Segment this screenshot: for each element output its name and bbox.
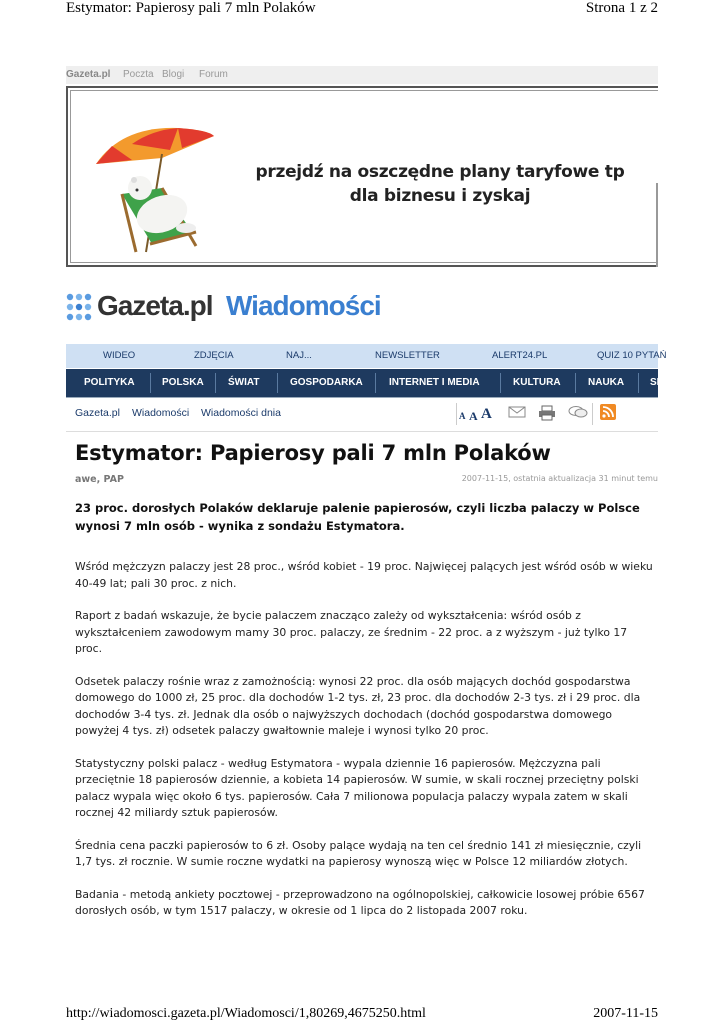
nav-polityka[interactable]: POLITYKA (84, 377, 135, 388)
nav-sport[interactable]: SPORT (650, 377, 685, 388)
font-size-medium-button[interactable]: A (469, 409, 478, 423)
top-brand-link[interactable]: Gazeta.pl (66, 69, 111, 80)
rss-icon[interactable] (600, 404, 616, 420)
nav-kultura[interactable]: KULTURA (513, 377, 561, 388)
nav-wideo[interactable]: WIDEO (103, 350, 136, 361)
nav-newsletter[interactable]: NEWSLETTER (375, 350, 440, 361)
article-lead: 23 proc. dorosłych Polaków deklaruje palenie papierosów, czyli liczba palaczy w Polsce wynosi 7 mln osób - wynika z sondażu Estymatora. (75, 501, 640, 533)
nav-quiz[interactable]: QUIZ 10 PYTAŃ (597, 350, 667, 361)
nav-separator (277, 373, 278, 393)
nav-zdjecia[interactable]: ZDJĘCIA (194, 350, 234, 361)
deckchair-umbrella-bear-illustration (92, 124, 218, 256)
email-icon[interactable] (508, 405, 526, 419)
nav-separator (375, 373, 376, 393)
article-updated: 2007-11-15, ostatnia aktualizacja 31 minut temu (461, 474, 658, 483)
nav-alert24[interactable]: ALERT24.PL (492, 350, 548, 361)
ad-line-2: dla biznesu i zyskaj (349, 186, 531, 206)
breadcrumb-gazeta[interactable]: Gazeta.pl (75, 407, 120, 419)
article-paragraph: Statystyczny polski palacz - według Estymatora - wypala dziennie 16 papierosów. Mężczyzna pali przeciętnie 18 papierosów dziennie, a kobieta 14 papierosów. W sumie, w skali rocznej przeciętny polski palacz wypala więc około 6 tys. papierosów. Cała 7 milionowa populacja palaczy wypala zatem w skali rocznej 42 miliardy sztuk papierosów. (75, 756, 639, 819)
nav-swiat[interactable]: ŚWIAT (228, 377, 260, 388)
print-header-title: Estymator: Papierosy pali 7 mln Polaków (66, 0, 316, 16)
comments-icon[interactable] (568, 405, 588, 419)
nav-separator (215, 373, 216, 393)
logo-gazeta-text: Gazeta.pl (97, 290, 213, 321)
breadcrumb (66, 399, 658, 432)
ad-banner[interactable] (66, 86, 658, 267)
nav-gospodarka[interactable]: GOSPODARKA (290, 377, 363, 388)
secondary-nav (66, 344, 667, 368)
nav-separator (500, 373, 501, 393)
article-paragraph: Odsetek palaczy rośnie wraz z zamożnością: wynosi 22 proc. dla osób mających dochód gospodarstwa domowego do 1000 zł, 25 proc. dla dochodów 1-2 tys. zł, 23 proc. dla dochodów 2-3 tys. zł i 29 proc. dla dochodów 3-4 tys. zł. Jednak dla osób o najwyższych dochodach (dochód gospodarstwa domowego powyżej 4 tys. zł) odsetek palaczy gwałtownie maleje i wynosi tylko 20 proc. (75, 674, 641, 737)
nav-naj[interactable]: NAJ... (286, 350, 312, 361)
top-link-poczta[interactable]: Poczta (123, 69, 154, 80)
article-title: Estymator: Papierosy pali 7 mln Polaków (75, 441, 551, 465)
logo-wiadomosci-text: Wiadomości (226, 290, 381, 321)
article-paragraph: Wśród mężczyzn palaczy jest 28 proc., wśród kobiet - 19 proc. Najwięcej palących jest wśród osób w wieku 40-49 lat; pali 30 proc. z nich. (75, 560, 653, 590)
print-icon[interactable] (538, 405, 556, 421)
tools-separator (456, 403, 457, 425)
logo-dots-icon (66, 292, 94, 322)
breadcrumb-wiadomosci-dnia[interactable]: Wiadomości dnia (201, 407, 281, 419)
nav-polska[interactable]: POLSKA (162, 377, 204, 388)
nav-separator (638, 373, 639, 393)
print-footer-url: http://wiadomosci.gazeta.pl/Wiadomosci/1,80269,4675250.html (66, 1006, 426, 1021)
top-links-bar (66, 66, 658, 84)
nav-nauka[interactable]: NAUKA (588, 377, 625, 388)
nav-internet-i-media[interactable]: INTERNET I MEDIA (389, 377, 480, 388)
article-paragraph: Raport z badań wskazuje, że bycie palaczem znacząco zależy od wykształcenia: wśród osób z wykształceniem zawodowym mamy 30 proc. palaczy, ze średnim - 22 proc. a z wyższym - już tylko 17 proc. (75, 609, 628, 655)
font-size-small-button[interactable]: A (459, 411, 466, 421)
article-paragraph: Badania - metodą ankiety pocztowej - przeprowadzono na ogólnopolskiej, całkowicie losowej próbie 6567 dorosłych osób, w tym 1517 palaczy, w okresie od 1 lipca do 2 listopada 2007 roku. (75, 887, 645, 917)
article-byline: awe, PAP (75, 474, 124, 485)
ad-banner-text (250, 160, 630, 208)
font-size-large-button[interactable]: A (481, 406, 492, 422)
article-body (75, 559, 653, 936)
print-header (0, 0, 724, 22)
main-nav (66, 369, 685, 398)
article-paragraph: Średnia cena paczki papierosów to 6 zł. Osoby palące wydają na ten cel średnio 141 zł miesięcznie, czyli 1,7 tys. zł rocznie. W sumie roczne wydatki na papierosy wynoszą więc w Polsce 12 miliardów złotych. (75, 838, 642, 868)
top-link-blogi[interactable]: Blogi (162, 69, 185, 80)
print-footer-date: 2007-11-15 (593, 1006, 658, 1021)
top-link-forum[interactable]: Forum (199, 69, 228, 80)
tools-separator (592, 403, 593, 425)
ad-banner-edge (656, 183, 658, 267)
breadcrumb-wiadomosci[interactable]: Wiadomości (132, 407, 190, 419)
print-header-page: Strona 1 z 2 (585, 0, 658, 16)
ad-line-1: przejdź na oszczędne plany taryfowe tp (255, 162, 625, 182)
nav-separator (150, 373, 151, 393)
nav-separator (575, 373, 576, 393)
